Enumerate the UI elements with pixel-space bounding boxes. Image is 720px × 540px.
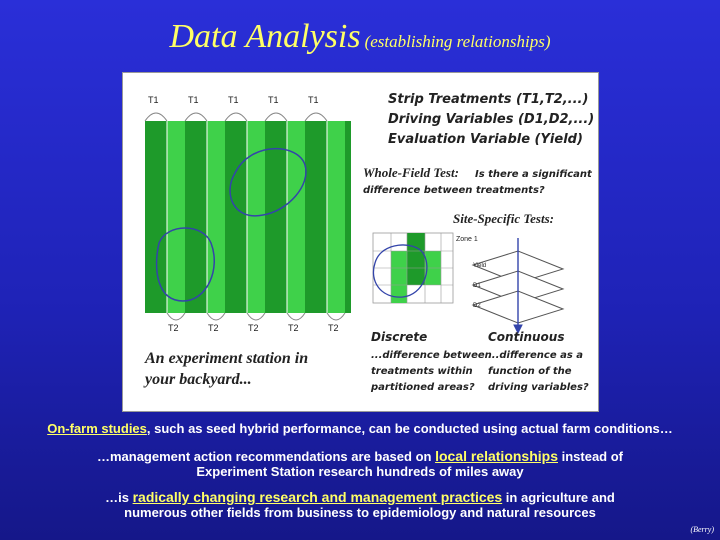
strip bbox=[305, 121, 327, 313]
site-specific-label: Site-Specific Tests: bbox=[453, 211, 554, 226]
layer-label-d1: D1 bbox=[473, 283, 481, 289]
heading-evaluation-variable: Evaluation Variable (Yield) bbox=[388, 132, 583, 147]
caption-text: , such as seed hybrid performance, can be conducted using actual farm conditions… bbox=[146, 421, 673, 436]
discrete-line: partitioned areas? bbox=[371, 382, 475, 393]
strip-label-top: T1 bbox=[268, 95, 279, 105]
caption-line-4 bbox=[20, 489, 700, 505]
strip bbox=[207, 121, 225, 313]
continuous-line: function of the bbox=[488, 366, 572, 377]
link-local-relationships[interactable]: local relationships bbox=[435, 448, 558, 464]
strip-label-top: T1 bbox=[188, 95, 199, 105]
strip-label-top: T1 bbox=[148, 95, 159, 105]
layer-label-d2: D2 bbox=[473, 303, 481, 309]
diagram-panel bbox=[122, 72, 599, 412]
site-specific-grid bbox=[373, 233, 478, 303]
strip bbox=[185, 121, 207, 313]
whole-field-question-1: Is there a significant bbox=[475, 169, 592, 180]
discrete-line: ...difference between bbox=[371, 350, 492, 361]
field-strips bbox=[145, 113, 351, 320]
caption-line-2 bbox=[20, 448, 700, 464]
strip bbox=[287, 121, 305, 313]
strip-label-bottom: T2 bbox=[328, 323, 339, 333]
heading-strip-treatments: Strip Treatments (T1,T2,...) bbox=[388, 92, 589, 107]
discrete-title: Discrete bbox=[371, 330, 428, 344]
caption-line-3: Experiment Station research hundreds of miles away bbox=[196, 464, 524, 479]
caption-line-1 bbox=[20, 421, 700, 436]
strip-label-bottom: T2 bbox=[208, 323, 219, 333]
caption-text: instead of bbox=[558, 449, 624, 464]
strip-label-bottom: T2 bbox=[248, 323, 259, 333]
slide-title bbox=[0, 18, 720, 56]
strip bbox=[327, 121, 345, 313]
link-radically-changing[interactable]: radically changing research and management practices bbox=[132, 489, 503, 505]
diagram-svg bbox=[123, 73, 598, 411]
layer-stack bbox=[473, 238, 563, 333]
caption-text: …management action recommendations are based on bbox=[96, 449, 436, 464]
strip bbox=[345, 121, 351, 313]
continuous-title: Continuous bbox=[488, 330, 565, 344]
strip-label-top: T1 bbox=[228, 95, 239, 105]
strip-label-bottom: T2 bbox=[288, 323, 299, 333]
discrete-line: treatments within bbox=[371, 366, 473, 377]
title-main: Data Analysis bbox=[169, 18, 361, 55]
station-line: your backyard... bbox=[145, 371, 252, 388]
title-subtitle: (establishing relationships) bbox=[364, 32, 551, 51]
station-line: An experiment station in bbox=[145, 350, 309, 367]
credit: (Berry) bbox=[690, 525, 714, 534]
heading-driving-variables: Driving Variables (D1,D2,...) bbox=[388, 112, 595, 127]
strip-label-bottom: T2 bbox=[168, 323, 179, 333]
continuous-line: ...difference as a bbox=[488, 350, 584, 361]
whole-field-label: Whole-Field Test: bbox=[363, 165, 459, 180]
strip bbox=[225, 121, 247, 313]
continuous-line: driving variables? bbox=[488, 382, 589, 393]
layer-label-yield: Yield bbox=[473, 263, 487, 269]
strip bbox=[247, 121, 265, 313]
strip-label-top: T1 bbox=[308, 95, 319, 105]
strip bbox=[145, 121, 167, 313]
link-on-farm-studies[interactable]: On-farm studies bbox=[47, 421, 147, 436]
caption-text: …is bbox=[105, 490, 133, 505]
caption-line-5: numerous other fields from business to epidemiology and natural resources bbox=[124, 505, 596, 520]
zone-label: Zone 1 bbox=[456, 236, 478, 243]
strip bbox=[167, 121, 185, 313]
whole-field-question-2: difference between treatments? bbox=[363, 185, 545, 196]
caption-text: in agriculture and bbox=[502, 490, 615, 505]
